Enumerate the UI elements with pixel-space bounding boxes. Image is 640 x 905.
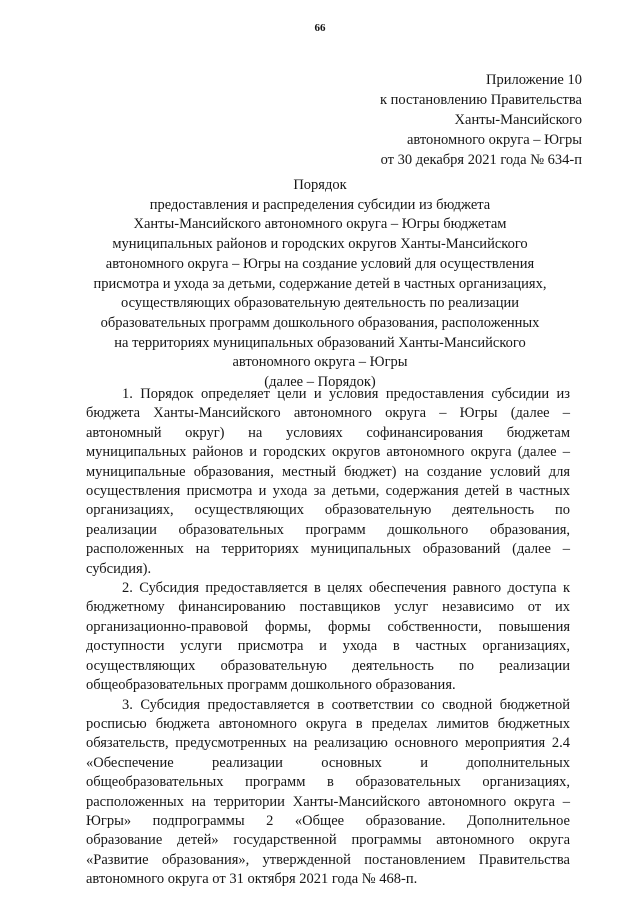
paragraph-line: муниципальные образования, местный бюджет) на создание условий для — [86, 463, 570, 480]
title-line: на территориях муниципальных образований Ханты-Мансийского — [114, 334, 526, 351]
paragraph-line: реализации образовательных программ дошкольного образования, — [86, 521, 570, 538]
paragraph-line: субсидия). — [86, 560, 152, 577]
document-body — [86, 385, 570, 890]
paragraph-3 — [86, 696, 570, 890]
title-line: муниципальных районов и городских округов Ханты-Мансийского — [112, 236, 528, 253]
paragraph-line: автономный округ) на условиях софинансирования бюджетам — [86, 424, 570, 441]
paragraph-line: расположенных на территориях муниципальных образований (далее – — [86, 541, 570, 558]
paragraph-line: «Обеспечение реализации основных и дополнительных — [86, 754, 570, 771]
page-number: 66 — [314, 22, 326, 34]
paragraph-line: обязательств, предусмотренных на реализацию основного мероприятия 2.4 — [86, 735, 570, 752]
title-line: присмотра и ухода за детьми, содержание детей в частных организациях, — [93, 275, 547, 292]
title-line: образовательных программ дошкольного образования, расположенных — [100, 314, 540, 331]
paragraph-line: доступности услуги присмотра и ухода в частных организациях, — [86, 638, 570, 655]
paragraph-line: 3. Субсидия предоставляется в соответствии со сводной бюджетной — [122, 696, 570, 713]
title-line: Порядок — [293, 177, 347, 193]
appendix-line: к постановлению Правительства — [380, 92, 582, 108]
title-line: Ханты-Мансийского автономного округа – Югры бюджетам — [133, 216, 507, 233]
paragraph-line: организационно-правовой формы, формы собственности, повышения — [86, 618, 570, 635]
paragraph-line: расположенных на территории Ханты-Мансийского автономного округа – — [86, 793, 570, 810]
paragraph-line: общеобразовательных программ в образовательных организациях, — [86, 774, 570, 791]
paragraph-line: росписью бюджета автономного округа в пределах лимитов бюджетных — [86, 715, 570, 732]
appendix-reference — [380, 70, 582, 170]
title-line: осуществляющих образовательную деятельность по реализации — [120, 295, 520, 312]
document-title — [60, 176, 580, 393]
paragraph-line: «Развитие образования», утвержденной постановлением Правительства — [86, 851, 570, 868]
title-line: (далее – Порядок) — [264, 374, 376, 391]
paragraph-1 — [86, 385, 570, 579]
paragraph-line: автономного округа от 31 октября 2021 года № 468-п. — [86, 871, 418, 888]
appendix-line: автономного округа – Югры — [406, 132, 582, 148]
paragraph-line: осуществления присмотра и ухода за детьми, содержания детей в частных — [86, 483, 570, 500]
title-line: автономного округа – Югры на создание условий для осуществления — [105, 255, 535, 272]
paragraph-line: 1. Порядок определяет цели и условия предоставления субсидии из — [122, 386, 570, 402]
paragraph-line: 2. Субсидия предоставляется в целях обеспечения равного доступа к — [122, 580, 570, 597]
paragraph-line: общеобразовательных программ дошкольного образования. — [86, 677, 456, 694]
title-line: автономного округа – Югры — [232, 354, 408, 371]
paragraph-line: бюджетному финансированию поставщиков услуг независимо от их — [86, 599, 570, 616]
paragraph-line: бюджета Ханты-Мансийского автономного округа – Югры (далее – — [86, 405, 570, 422]
appendix-line: Приложение 10 — [486, 72, 582, 88]
paragraph-line: образование детей» государственной программы автономного округа — [86, 832, 570, 849]
paragraph-line: организациях, осуществляющих образовательную деятельность по — [86, 502, 570, 519]
appendix-line: Ханты-Мансийского — [454, 112, 582, 128]
paragraph-2 — [86, 579, 570, 695]
title-line: предоставления и распределения субсидии из бюджета — [149, 196, 491, 213]
appendix-line: от 30 декабря 2021 года № 634-п — [380, 152, 582, 168]
paragraph-line: осуществляющих образовательную деятельность по реализации — [86, 657, 570, 674]
paragraph-line: Югры» подпрограммы 2 «Общее образование. Дополнительное — [86, 812, 570, 829]
paragraph-line: муниципальных районов и городских округов автономного округа (далее – — [86, 444, 570, 461]
